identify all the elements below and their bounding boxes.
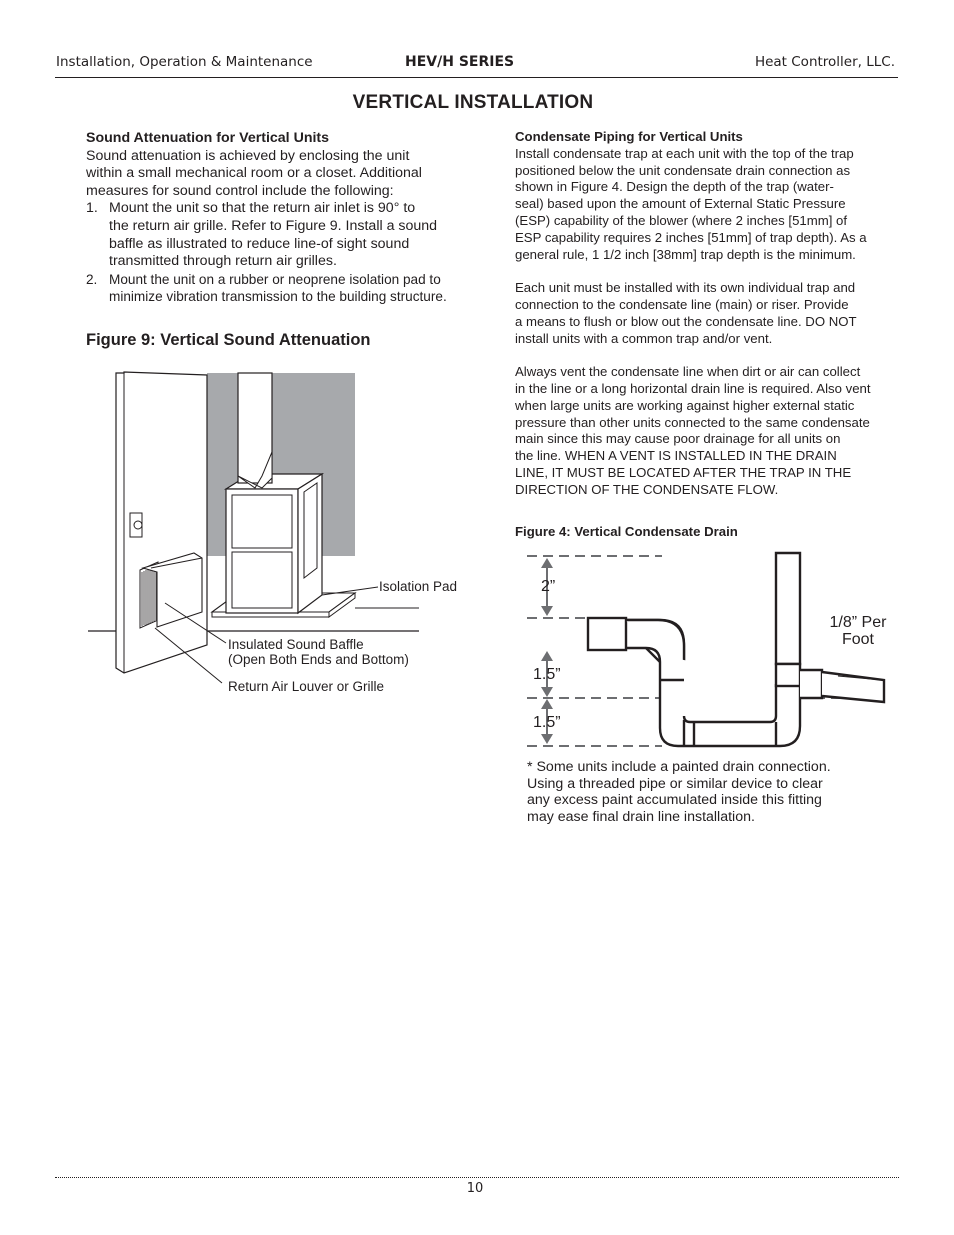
footer-rule (55, 1177, 899, 1178)
para-line: Install condensate trap at each unit with the top of the trap (515, 145, 854, 161)
sound-attenuation-section (86, 130, 476, 306)
slope-label-line: 1/8” Per (829, 614, 887, 631)
dimension-2-inch: 2” (541, 578, 556, 595)
note-line: * Some units include a painted drain connection. (527, 759, 831, 775)
list-line: the return air grille. Refer to Figure 9. Install a sound (109, 217, 438, 234)
condensate-para-1 (515, 146, 915, 264)
list-line: transmitted through return air grilles. (109, 253, 337, 270)
para-line: seal) based upon the amount of External Static Pressure (515, 196, 846, 212)
list-line: baffle as illustrated to reduce line-of sight sound (109, 235, 410, 252)
condensate-section (515, 129, 915, 499)
para-line: general rule, 1 1/2 inch [38mm] trap depth is the minimum. (515, 246, 856, 262)
para-line: Always vent the condensate line when dirt or air can collect (515, 364, 861, 380)
page-title: VERTICAL INSTALLATION (352, 92, 594, 113)
para-line: in the line or a long horizontal drain line is required. Also vent (515, 380, 871, 396)
para-line: pressure than other units connected to the same condensate (515, 414, 870, 430)
drain-note (527, 759, 831, 826)
figure-9-title: Figure 9: Vertical Sound Attenuation (86, 331, 371, 349)
page-number: 10 (466, 1181, 484, 1196)
intro-line: Sound attenuation is achieved by enclosing the unit (86, 147, 410, 164)
condensate-para-3 (515, 364, 915, 498)
unit-front (226, 489, 298, 613)
para-line: main since this may cause poor drainage for all units on (515, 431, 841, 447)
baffle-label-line: (Open Both Ends and Bottom) (228, 652, 409, 667)
para-line: when large units are working against higher external static (515, 397, 855, 413)
header-company: Heat Controller, LLC. (754, 54, 895, 70)
para-line: ESP capability requires 2 inches [51mm] of trap depth). As a (515, 229, 867, 245)
para-line: install units with a common trap and/or vent. (515, 330, 773, 346)
unit-side (298, 474, 322, 613)
list-line: minimize vibration transmission to the building structure. (109, 289, 447, 305)
slope-label (822, 614, 894, 648)
trap-piping (588, 553, 884, 746)
para-line: the line. WHEN A VENT IS INSTALLED IN THE DRAIN (515, 448, 837, 464)
para-line: (ESP) capability of the blower (where 2 inches [51mm] of (515, 212, 848, 228)
list-line: Mount the unit on a rubber or neoprene isolation pad to (109, 271, 441, 287)
para-line: positioned below the unit condensate drain connection as (515, 162, 851, 178)
para-line: shown in Figure 4. Design the depth of the trap (water- (515, 179, 834, 195)
condensate-heading: Condensate Piping for Vertical Units (515, 129, 743, 144)
switch-plate (130, 513, 142, 537)
intro-line: measures for sound control include the following: (86, 182, 394, 199)
note-line: any excess paint accumulated inside this fitting (527, 792, 822, 809)
note-line: Using a threaded pipe or similar device to clear (527, 775, 823, 792)
para-line: connection to the condensate line (main) or riser. Provide (515, 296, 849, 312)
condensate-para-2 (515, 280, 915, 347)
header-rule (55, 77, 898, 78)
sound-attenuation-intro (86, 148, 476, 201)
isolation-pad-label: Isolation Pad (379, 579, 458, 594)
list-number: 1. (86, 200, 98, 217)
sound-measures-list (86, 200, 476, 306)
figure-4-title: Figure 4: Vertical Condensate Drain (515, 524, 738, 539)
list-number: 2. (86, 271, 98, 287)
sound-attenuation-heading: Sound Attenuation for Vertical Units (86, 130, 330, 146)
para-line: a means to flush or blow out the condensate line. DO NOT (515, 313, 857, 329)
header-series: HEV/H SERIES (405, 54, 515, 70)
para-line: DIRECTION OF THE CONDENSATE FLOW. (515, 481, 779, 497)
list-item (86, 271, 476, 306)
return-air-label: Return Air Louver or Grille (228, 679, 385, 694)
slope-label-line: Foot (841, 631, 874, 648)
note-line: may ease final drain line installation. (527, 809, 755, 826)
sound-baffle-label (228, 637, 409, 667)
header-doc-title: Installation, Operation & Maintenance (56, 54, 313, 70)
intro-line: within a small mechanical room or a closet. Additional (86, 165, 422, 182)
baffle-label-line: Insulated Sound Baffle (228, 637, 364, 652)
dimension-1-5-inch-upper: 1.5” (533, 666, 561, 683)
para-line: LINE, IT MUST BE LOCATED AFTER THE TRAP IN THE (515, 464, 852, 480)
list-item (86, 200, 476, 270)
list-line: Mount the unit so that the return air inlet is 90° to (109, 200, 416, 217)
dimension-1-5-inch-lower: 1.5” (533, 714, 561, 731)
figure-4-drawing (515, 545, 890, 755)
para-line: Each unit must be installed with its own individual trap and (515, 280, 856, 296)
